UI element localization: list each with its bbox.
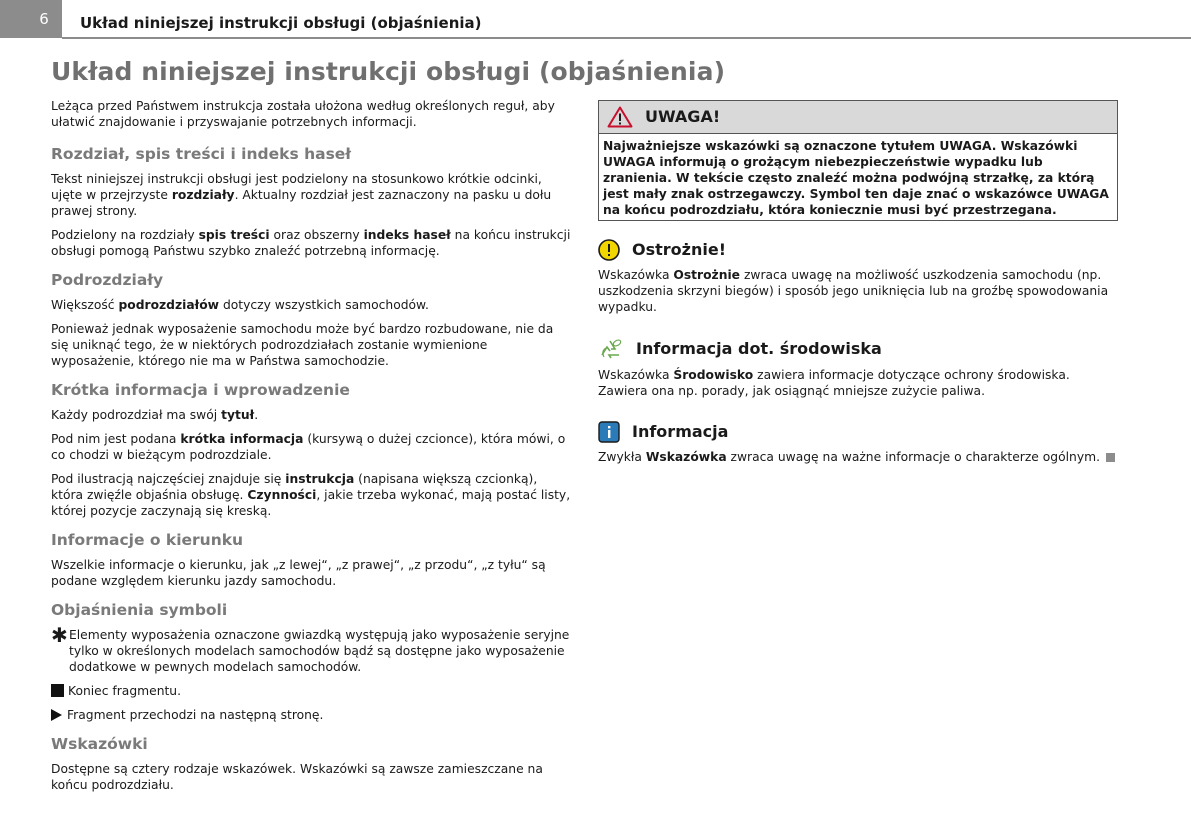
caution-title: Ostrożnie! <box>632 240 726 259</box>
recycle-leaf-icon <box>598 337 624 361</box>
short-info-paragraph-3: Pod ilustracją najczęściej znajduje się instrukcja (napisana większą czcionką), która zwięźle objaśnia obsługę. Czynności, jakie trzeba wykonać, mają postać listy, której pozycje zaczynają się kreską. <box>51 472 571 518</box>
info-title: Informacja <box>632 422 729 441</box>
caution-text: Wskazówka Ostrożnie zwraca uwagę na możliwość uszkodzenia samochodu (np. uszkodzenia skrzyni biegów) i sposób jego uniknięcia lub na groźbę spowodowania wypadku. <box>598 268 1109 314</box>
subchapters-paragraph-2: Ponieważ jednak wyposażenie samochodu może być bardzo rozbudowane, nie da się uniknąć tego, że w niektórych podrozdziałach zostanie wymienione wyposażenie, którego nie ma w Państwa samochodzie. <box>51 322 554 368</box>
end-of-section-gray-square-icon <box>1106 453 1115 462</box>
chapters-paragraph-2: Podzielony na rozdziały spis treści oraz obszerny indeks haseł na końcu instrukcji obsługi pomogą Państwu szybko znaleźć potrzebną informację. <box>51 228 571 258</box>
caution-circle-icon <box>598 239 620 261</box>
subchapters-paragraph-1: Większość podrozdziałów dotyczy wszystkich samochodów. <box>51 298 429 312</box>
section-heading-direction: Informacje o kierunku <box>51 531 244 549</box>
section-heading-short-info: Krótka informacja i wprowadzenie <box>51 381 350 399</box>
info-text: Zwykła Wskazówka zwraca uwagę na ważne informacje o charakterze ogólnym. <box>598 449 1118 465</box>
header-rule <box>62 37 1191 39</box>
end-of-section-square-icon <box>51 684 64 697</box>
page-title: Układ niniejszej instrukcji obsługi (objaśnienia) <box>51 57 726 86</box>
environment-text: Wskazówka Środowisko zawiera informacje dotyczące ochrony środowiska. Zawiera ona np. porady, jak osiągnąć mniejsze zużycie paliwa. <box>598 368 1070 398</box>
section-heading-notes: Wskazówki <box>51 735 148 753</box>
running-header-title: Układ niniejszej instrukcji obsługi (objaśnienia) <box>80 14 482 32</box>
info-square-icon <box>598 421 620 443</box>
warning-title: UWAGA! <box>645 107 721 126</box>
section-heading-subchapters: Podrozdziały <box>51 271 164 289</box>
symbol-continue-line: Fragment przechodzi na następną stronę. <box>51 707 571 723</box>
continue-arrow-icon <box>51 709 62 721</box>
direction-paragraph: Wszelkie informacje o kierunku, jak „z lewej“, „z prawej“, „z przodu“, „z tyłu“ są podane względem kierunku jazdy samochodu. <box>51 558 546 588</box>
symbol-end-line: Koniec fragmentu. <box>51 683 571 699</box>
asterisk-icon: ✱ <box>51 623 68 647</box>
warning-text: Najważniejsze wskazówki są oznaczone tytułem UWAGA. Wskazówki UWAGA informują o grożącym niebezpieczeństwie wypadku lub zranienia. W tekście często znaleźć można podwójną strzałkę, za którą jest mały znak ostrzegawczy. Symbol ten daje znać o wskazówce UWAGA na końcu podrozdziału, która koniecznie musi być przestrzegana. <box>603 139 1109 217</box>
notes-paragraph: Dostępne są cztery rodzaje wskazówek. Wskazówki są zawsze zamieszczane na końcu podrozdziału. <box>51 762 543 792</box>
left-column <box>51 98 571 801</box>
warning-box <box>598 100 1118 221</box>
chapters-paragraph-1: Tekst niniejszej instrukcji obsługi jest podzielony na stosunkowo krótkie odcinki, ujęte w przejrzyste rozdziały. Aktualny rozdział jest zaznaczony na pasku u dołu prawej strony. <box>51 172 552 218</box>
environment-title: Informacja dot. środowiska <box>636 339 882 358</box>
page-number: 6 <box>0 0 62 38</box>
intro-paragraph: Leżąca przed Państwem instrukcja została ułożona według określonych reguł, aby ułatwić znajdowanie i przyswajanie potrzebnych informacji. <box>51 99 555 129</box>
section-heading-symbols: Objaśnienia symboli <box>51 601 228 619</box>
section-heading-chapters: Rozdział, spis treści i indeks haseł <box>51 145 352 163</box>
environment-header <box>598 337 1118 361</box>
warning-triangle-icon <box>607 106 633 128</box>
short-info-paragraph-1: Każdy podrozdział ma swój tytuł. <box>51 408 259 422</box>
symbol-star-line: ✱ Elementy wyposażenia oznaczone gwiazdką występują jako wyposażenie seryjne tylko w określonych modelach samochodów bądź są dostępne jako wyposażenie dodatkowe w pewnych modelach samochodów. <box>51 623 570 674</box>
right-column <box>598 100 1118 473</box>
caution-header <box>598 239 1118 261</box>
info-header <box>598 421 1118 443</box>
warning-header <box>599 101 1117 134</box>
short-info-paragraph-2: Pod nim jest podana krótka informacja (kursywą o dużej czcionce), która mówi, o co chodzi w bieżącym podrozdziale. <box>51 432 566 462</box>
